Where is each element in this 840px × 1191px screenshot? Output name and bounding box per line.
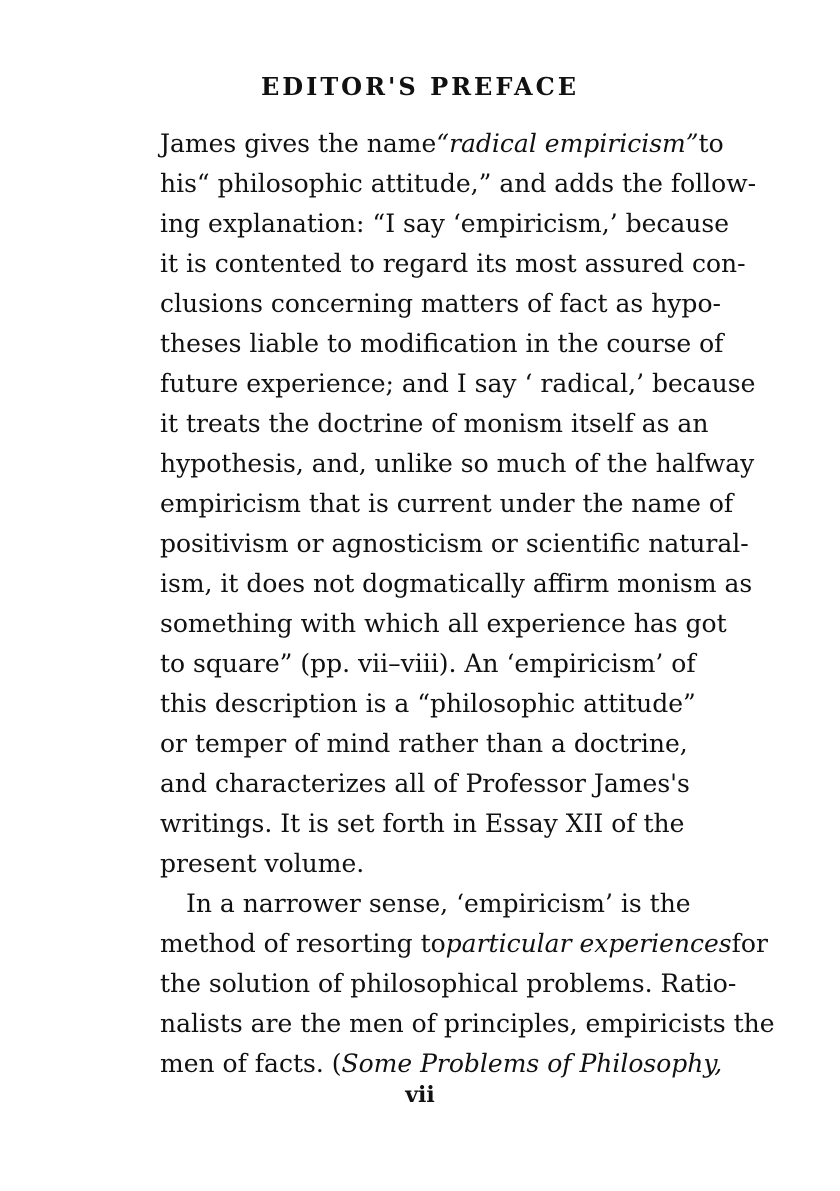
text-line bbox=[160, 684, 708, 724]
line-segment: method of resorting to bbox=[160, 929, 446, 958]
text-line bbox=[160, 724, 708, 764]
text-line bbox=[160, 324, 724, 364]
running-head: EDITOR'S PREFACE bbox=[260, 72, 579, 101]
text-line bbox=[160, 884, 708, 924]
line-segment: clusions concerning matters of fact as hypo- bbox=[160, 289, 721, 318]
line-segment: present volume. bbox=[160, 849, 365, 878]
line-segment: to square” (pp. vii–viii). An ‘empiricism’ of bbox=[160, 649, 696, 678]
line-segment: ing explanation: “I say ‘empiricism,’ because bbox=[160, 209, 730, 238]
line-segment: or temper of mind rather than a doctrine, bbox=[160, 729, 688, 758]
body-text bbox=[160, 124, 775, 1084]
line-segment: positivism or agnosticism or scientific natural- bbox=[160, 529, 749, 558]
line-segment: something with which all experience has got bbox=[160, 609, 727, 638]
line-segment: his“ philosophic attitude,” and adds the follow- bbox=[160, 169, 757, 198]
text-line bbox=[160, 764, 708, 804]
line-segment: future experience; and I say ‘ radical,’ because bbox=[160, 369, 756, 398]
text-line bbox=[160, 204, 730, 244]
line-segment: for bbox=[731, 929, 768, 958]
text-line bbox=[160, 444, 755, 484]
line-segment: empiricism that is current under the name of bbox=[160, 489, 734, 518]
text-line bbox=[160, 1044, 723, 1084]
line-segment: hypothesis, and, unlike so much of the halfway bbox=[160, 449, 755, 478]
line-segment: to bbox=[698, 129, 724, 158]
text-line bbox=[160, 1004, 775, 1044]
page-number: vii bbox=[405, 1082, 435, 1108]
line-segment: the solution of philosophical problems. Ratio- bbox=[160, 969, 737, 998]
text-line bbox=[160, 604, 727, 644]
line-segment: writings. It is set forth in Essay XII of the bbox=[160, 809, 685, 838]
text-line bbox=[160, 364, 756, 404]
text-line bbox=[160, 964, 737, 1004]
text-line bbox=[160, 524, 749, 564]
italic-phrase: particular experiences bbox=[445, 929, 732, 958]
line-segment: ism, it does not dogmatically affirm monism as bbox=[160, 569, 753, 598]
text-line bbox=[160, 404, 708, 444]
text-line bbox=[160, 164, 757, 204]
line-segment: men of facts. ( bbox=[160, 1049, 342, 1078]
text-line bbox=[160, 484, 734, 524]
text-line bbox=[160, 924, 768, 964]
line-segment: nalists are the men of principles, empiricists the bbox=[160, 1009, 775, 1038]
text-line bbox=[160, 284, 721, 324]
text-line bbox=[160, 124, 724, 164]
line-segment: this description is a “philosophic attitude” bbox=[160, 689, 696, 718]
line-segment: theses liable to modification in the course of bbox=[160, 329, 724, 358]
line-segment: and characterizes all of Professor James's bbox=[160, 769, 690, 798]
text-line bbox=[160, 644, 708, 684]
text-line bbox=[160, 244, 746, 284]
text-line bbox=[160, 844, 708, 884]
line-segment: James gives the name bbox=[160, 129, 437, 158]
line-segment: In a narrower sense, ‘empiricism’ is the bbox=[186, 889, 691, 918]
italic-phrase: “radical empiricism” bbox=[436, 129, 699, 158]
line-segment: it is contented to regard its most assured con- bbox=[160, 249, 746, 278]
text-line bbox=[160, 804, 708, 844]
line-segment: it treats the doctrine of monism itself as an bbox=[160, 409, 709, 438]
text-line bbox=[160, 564, 753, 604]
italic-phrase: Some Problems of Philosophy, bbox=[341, 1049, 723, 1078]
